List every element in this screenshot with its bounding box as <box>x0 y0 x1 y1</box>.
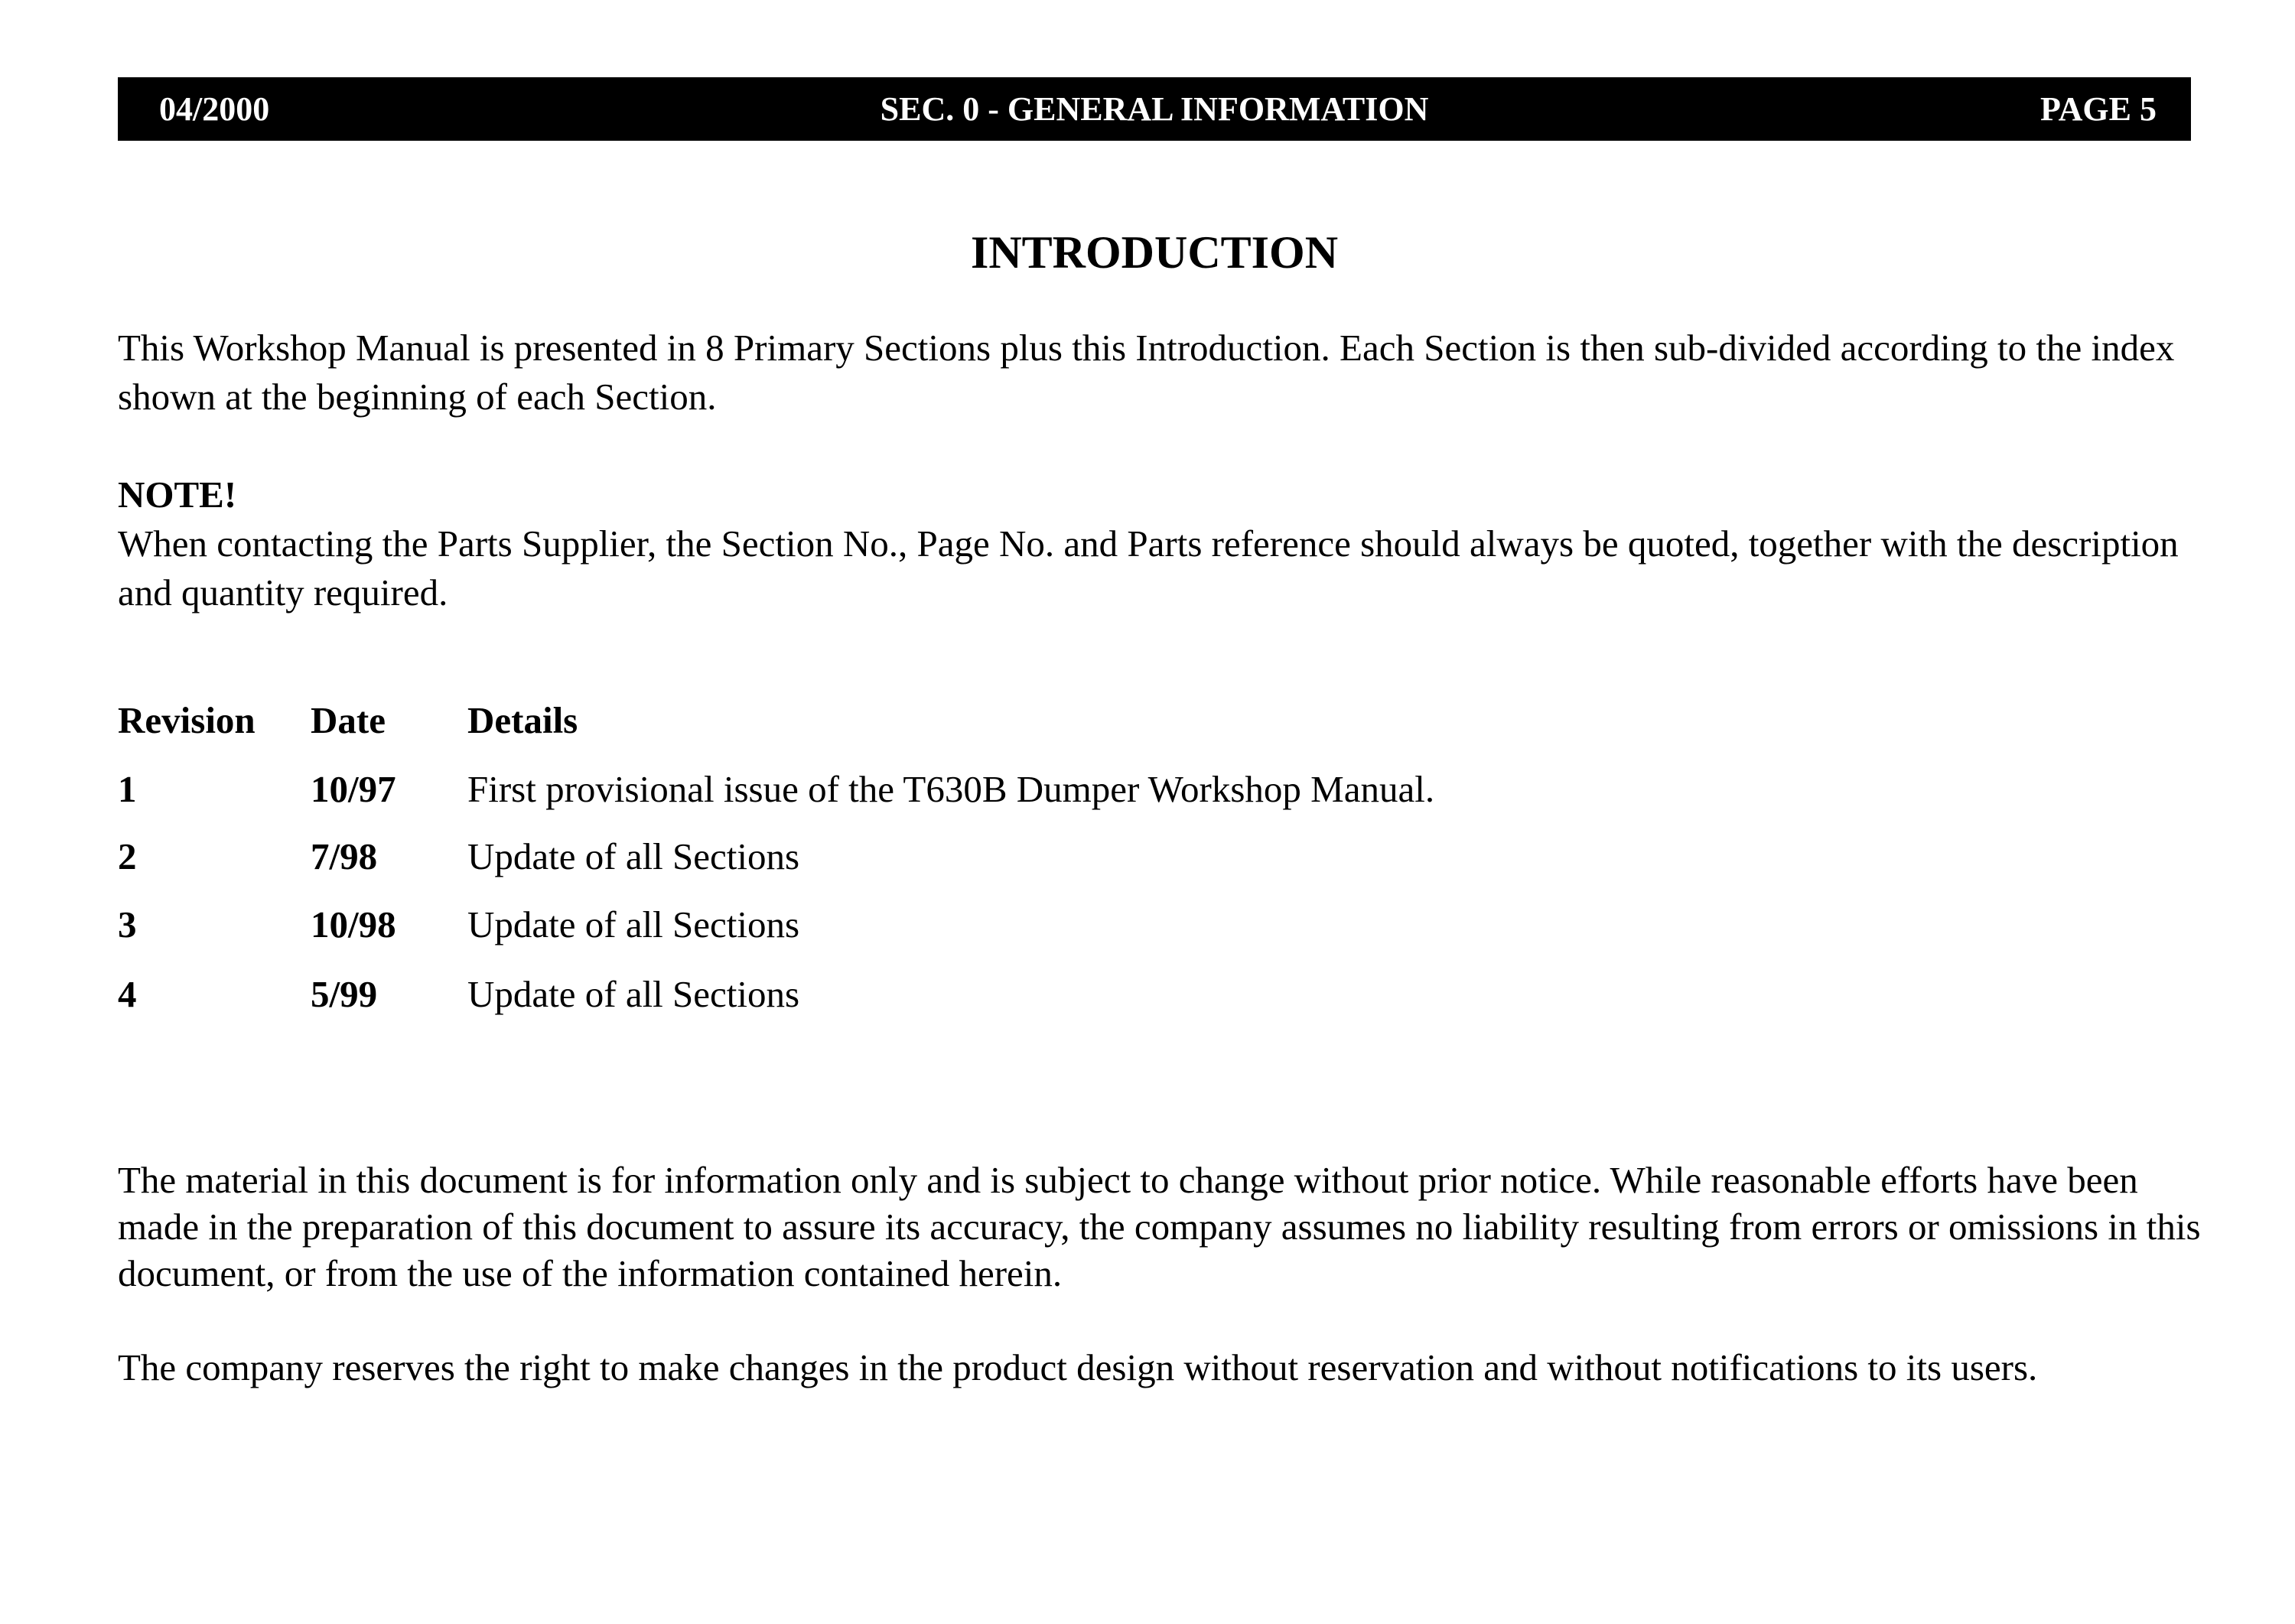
header-section-title: SEC. 0 - GENERAL INFORMATION <box>880 90 1429 128</box>
revision-date: 10/98 <box>311 903 396 945</box>
header-page-number: PAGE 5 <box>2040 90 2157 128</box>
revision-number: 1 <box>118 768 137 810</box>
disclaimer-paragraph: The material in this document is for information only and is subject to change without prior notice. While reasonable efforts have been made in the preparation of this document to assure its accuracy, the company assumes no liability resulting from errors or omissions in this document, or from the use of the information contained herein. <box>118 1159 2201 1294</box>
rights-paragraph: The company reserves the right to make changes in the product design without reservation and without notifications to its users. <box>118 1346 2038 1388</box>
column-header-details: Details <box>467 699 578 741</box>
note-label: NOTE! <box>118 474 237 516</box>
revision-number: 4 <box>118 973 137 1015</box>
revision-date: 7/98 <box>311 835 378 877</box>
revision-number: 3 <box>118 903 137 945</box>
page-header-bar <box>118 77 2191 141</box>
revision-details: Update of all Sections <box>467 973 800 1015</box>
revision-date: 5/99 <box>311 973 378 1015</box>
revision-number: 2 <box>118 835 137 877</box>
revision-details: Update of all Sections <box>467 835 800 877</box>
intro-paragraph: This Workshop Manual is presented in 8 Primary Sections plus this Introduction. Each Section is then sub-divided according to the index shown at the beginning of each Section. <box>118 327 2175 418</box>
note-text: When contacting the Parts Supplier, the Section No., Page No. and Parts reference should always be quoted, together with the description and quantity required. <box>118 522 2179 613</box>
column-header-date: Date <box>311 699 386 741</box>
page-title: INTRODUCTION <box>970 227 1339 278</box>
revision-details: Update of all Sections <box>467 903 800 945</box>
column-header-revision: Revision <box>118 699 256 741</box>
header-date: 04/2000 <box>159 90 270 128</box>
revision-details: First provisional issue of the T630B Dumper Workshop Manual. <box>467 768 1435 810</box>
revision-date: 10/97 <box>311 768 396 810</box>
